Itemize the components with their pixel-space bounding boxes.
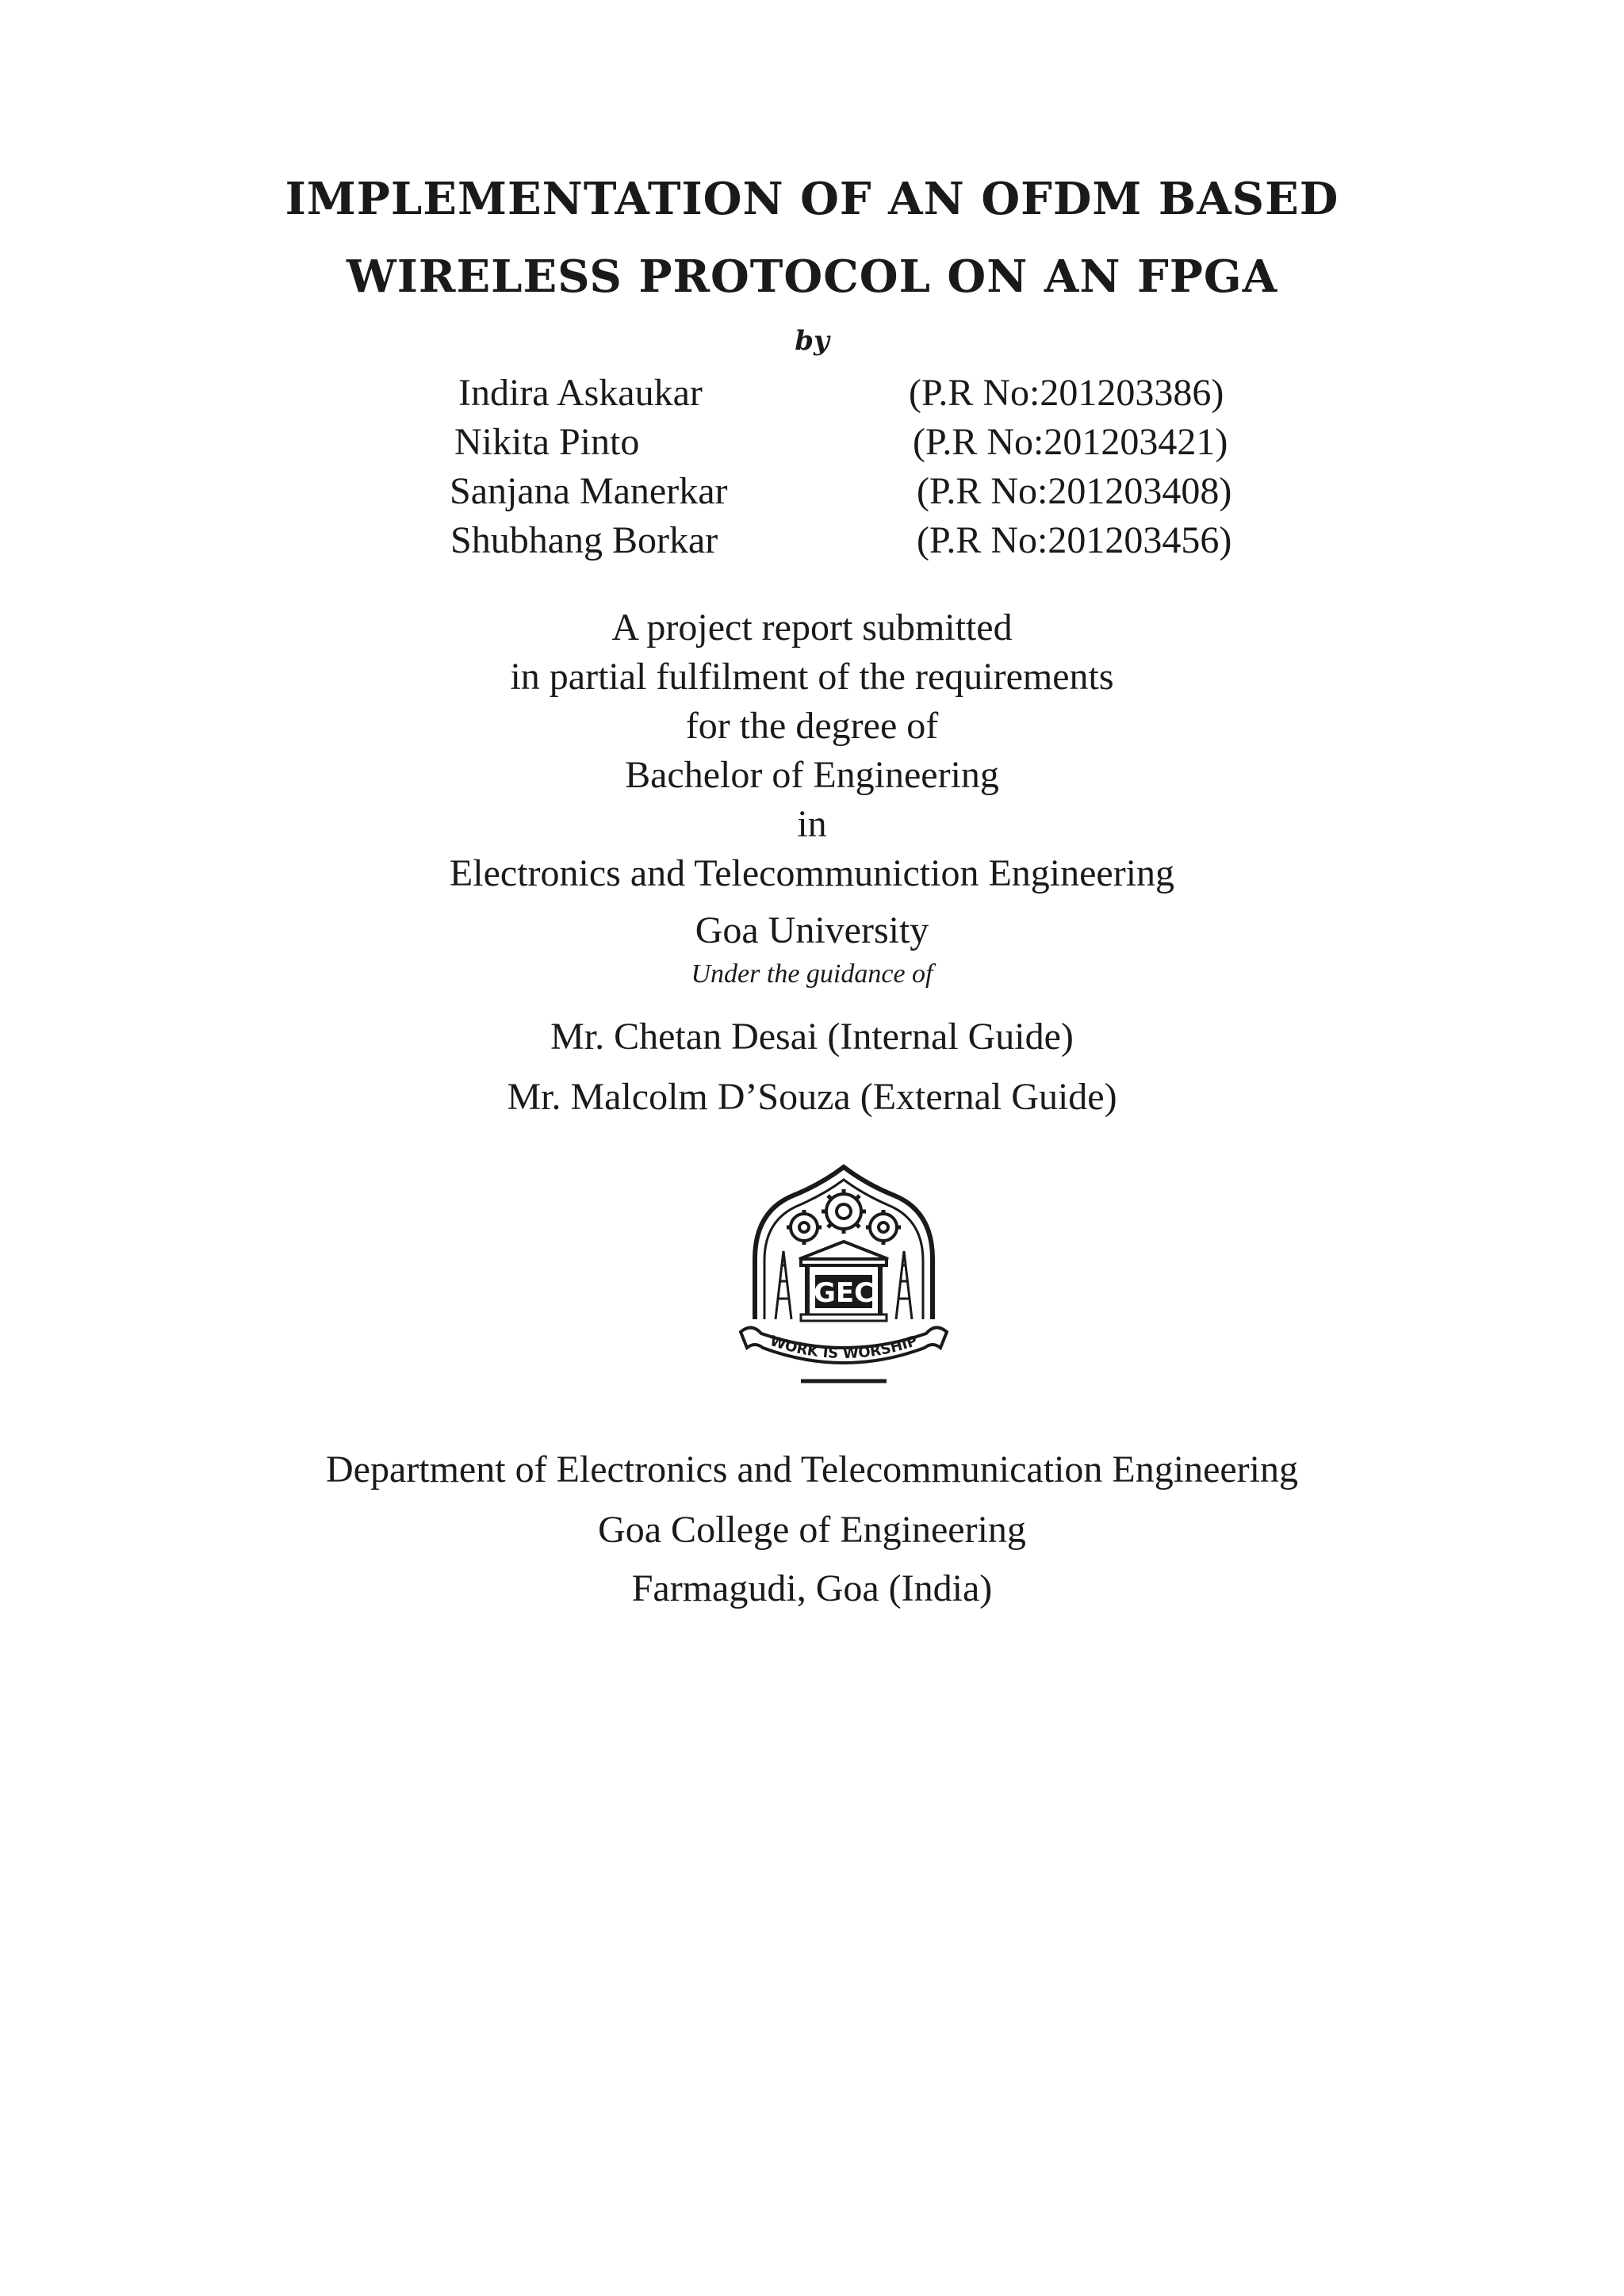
logo-motto: WORK IS WORSHIP: [768, 1332, 920, 1363]
guidance-label: Under the guidance of: [691, 959, 933, 989]
submission-line-3: for the degree of: [685, 705, 939, 747]
author-pr-1: (P.R No:201203386): [909, 372, 1224, 414]
author-name-4: Shubhang Borkar: [450, 519, 718, 561]
internal-guide: Mr. Chetan Desai (Internal Guide): [550, 1016, 1074, 1058]
college-location: Farmagudi, Goa (India): [631, 1567, 993, 1609]
department-name: Department of Electronics and Telecommunication Engineering: [326, 1448, 1298, 1490]
submission-line-1: A project report submitted: [611, 607, 1013, 649]
author-pr-2: (P.R No:201203421): [913, 421, 1228, 463]
college-name: Goa College of Engineering: [598, 1509, 1026, 1551]
author-pr-4: (P.R No:201203456): [917, 519, 1232, 561]
by-label: by: [795, 325, 829, 357]
external-guide: Mr. Malcolm D’Souza (External Guide): [507, 1076, 1117, 1118]
author-name-3: Sanjana Manerkar: [450, 470, 728, 512]
gec-logo: [737, 1164, 950, 1387]
author-name-1: Indira Askaukar: [458, 372, 703, 414]
logo-gec-text: GEC: [813, 1277, 875, 1309]
university-name: Goa University: [695, 909, 929, 951]
title-line-2: WIRELESS PROTOCOL ON AN FPGA: [346, 251, 1278, 303]
submission-line-2: in partial fulfilment of the requirements: [510, 656, 1114, 698]
branch-name: Electronics and Telecommuniction Engineering: [449, 852, 1175, 894]
title-line-1: IMPLEMENTATION OF AN OFDM BASED: [285, 173, 1339, 225]
author-name-2: Nikita Pinto: [454, 421, 640, 463]
degree-name: Bachelor of Engineering: [625, 754, 999, 796]
author-pr-3: (P.R No:201203408): [917, 470, 1232, 512]
submission-in: in: [797, 803, 827, 845]
